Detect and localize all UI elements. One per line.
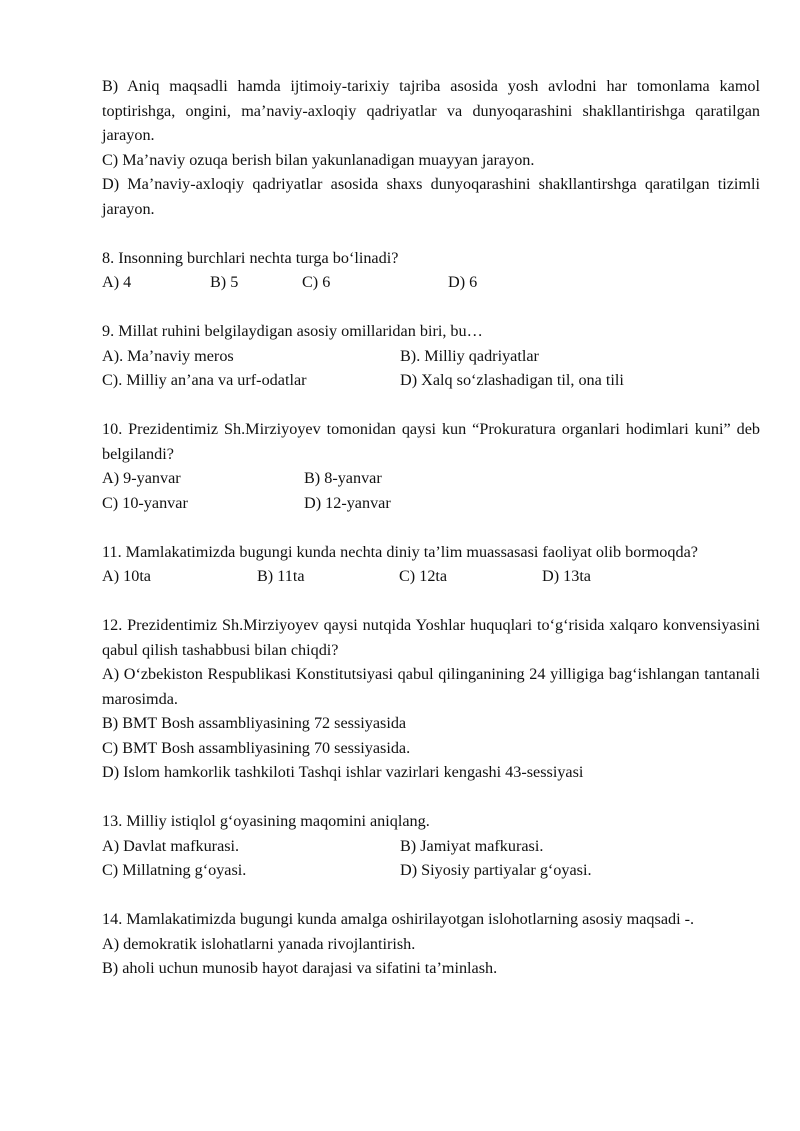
- q9-option-d: D) Xalq so‘zlashadigan til, ona tili: [400, 371, 624, 389]
- q12-option-b: B) BMT Bosh assambliyasining 72 sessiyasida: [102, 714, 407, 732]
- q9-question: 9. Millat ruhini belgilaydigan asosiy omillaridan biri, bu…: [102, 322, 483, 340]
- q10-option-b: B) 8-yanvar: [304, 469, 382, 487]
- q14-option-b: B) aholi uchun munosib hayot darajasi va sifatini ta’minlash.: [102, 959, 498, 977]
- q9-option-c: C). Milliy an’ana va urf-odatlar: [102, 371, 307, 389]
- document-page: [102, 74, 760, 981]
- q9-options-row1: [102, 344, 760, 369]
- q14-option-a: A) demokratik islohatlarni yanada rivojlantirish.: [102, 934, 416, 953]
- q7-option-b: B) Aniq maqsadli hamda ijtimoiy-tarixiy tajriba asosida yosh avlodni har tomonlama kamol toptirishga, ongini, ma’naviy-axloqiy qadriyatlar va dunyoqarashini shakllantirishga qaratilgan jarayon.: [102, 77, 760, 144]
- q12-question: 12. Prezidentimiz Sh.Mirziyoyev qaysi nutqida Yoshlar huquqlari to‘g‘risida xalqaro konvensiyasini qabul qilish tashabbusi bilan chiqdi?: [102, 616, 760, 659]
- q10-option-c: C) 10-yanvar: [102, 493, 188, 512]
- q9-option-b: B). Milliy qadriyatlar: [400, 346, 539, 365]
- q11-question: 11. Mamlakatimizda bugungi kunda nechta diniy ta’lim muassasasi faoliyat olib bormoqda?: [102, 542, 698, 561]
- q13-options-row1: [102, 834, 760, 859]
- q9-options-row2: [102, 368, 760, 393]
- q8-option-c: C) 6: [302, 273, 331, 291]
- q13-option-d: D) Siyosiy partiyalar g‘oyasi.: [400, 861, 592, 879]
- q10-question: 10. Prezidentimiz Sh.Mirziyoyev tomonidan qaysi kun “Prokuratura organlari hodimlari kuni” deb belgilandi?: [102, 420, 760, 463]
- q10-option-d: D) 12-yanvar: [304, 493, 391, 512]
- q11-option-b: B) 11ta: [257, 567, 305, 585]
- q12-option-d: D) Islom hamkorlik tashkiloti Tashqi ishlar vazirlari kengashi 43-sessiyasi: [102, 763, 584, 781]
- q10-options-row1: [102, 466, 760, 491]
- q9-option-a: A). Ma’naviy meros: [102, 346, 234, 365]
- q13-option-b: B) Jamiyat mafkurasi.: [400, 836, 544, 855]
- q11-options: [102, 564, 760, 589]
- q12-option-c: C) BMT Bosh assambliyasining 70 sessiyasida.: [102, 738, 411, 757]
- q13-option-a: A) Davlat mafkurasi.: [102, 836, 240, 855]
- q8-question: 8. Insonning burchlari nechta turga bo‘linadi?: [102, 248, 399, 267]
- q14-question: 14. Mamlakatimizda bugungi kunda amalga oshirilayotgan islohotlarning asosiy maqsadi -.: [102, 910, 695, 928]
- q13-options-row2: [102, 858, 760, 883]
- q13-question: 13. Milliy istiqlol g‘oyasining maqomini aniqlang.: [102, 812, 430, 830]
- q8-option-b: B) 5: [210, 273, 239, 291]
- q7-option-c: C) Ma’naviy ozuqa berish bilan yakunlanadigan muayyan jarayon.: [102, 150, 535, 169]
- q7-option-d: D) Ma’naviy-axloqiy qadriyatlar asosida shaxs dunyoqarashini shakllantirshga qaratilgan tizimli jarayon.: [102, 175, 760, 218]
- q10-option-a: A) 9-yanvar: [102, 469, 181, 487]
- q11-option-a: A) 10ta: [102, 567, 151, 585]
- q8-option-a: A) 4: [102, 273, 132, 291]
- q11-option-d: D) 13ta: [542, 567, 591, 585]
- q10-options-row2: [102, 491, 760, 516]
- q13-option-c: C) Millatning g‘oyasi.: [102, 861, 247, 879]
- q12-option-a: A) O‘zbekiston Respublikasi Konstitutsiyasi qabul qilinganining 24 yilligiga bag‘ishlangan tantanali marosimda.: [102, 665, 760, 708]
- q8-options: [102, 270, 760, 295]
- q8-option-d: D) 6: [448, 273, 478, 291]
- q11-option-c: C) 12ta: [399, 567, 448, 585]
